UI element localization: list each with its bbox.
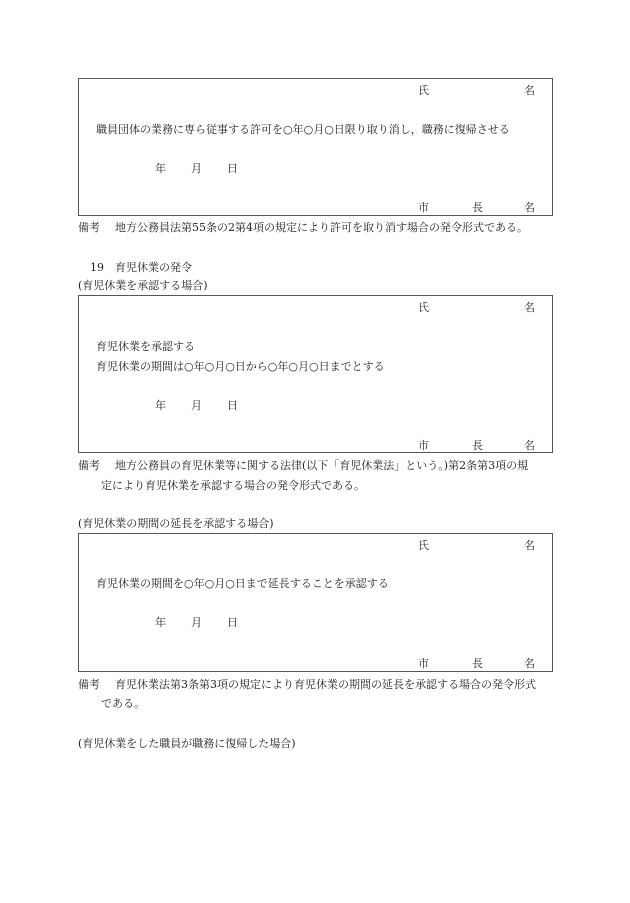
form1-sign-chief: 長 [472, 201, 483, 214]
form3-header-right: 名 [524, 539, 535, 552]
form2-date-year: 年 [155, 399, 166, 412]
form1-box [78, 78, 553, 216]
form1-date-day: 日 [227, 162, 238, 175]
form2-header-left: 氏 [418, 301, 429, 314]
form3-date-month: 月 [191, 616, 202, 629]
form2-note-line1: 地方公務員の育児休業等に関する法律(以下「育児休業法」という。)第2条第3項の規 [115, 459, 529, 472]
form2-header-right: 名 [524, 301, 535, 314]
form3-header-left: 氏 [418, 539, 429, 552]
form3-caption: (育児休業の期間の延長を承認する場合) [78, 517, 274, 530]
section19-heading: 19 育児休業の発令 [90, 261, 192, 274]
form2-sign-chief: 長 [472, 439, 483, 452]
form2-sign-name: 名 [524, 439, 535, 452]
form3-date-day: 日 [227, 616, 238, 629]
form3-note-line2: である。 [101, 697, 145, 710]
form3-box [78, 533, 553, 672]
form1-sign-city: 市 [418, 201, 429, 214]
form2-date-day: 日 [227, 399, 238, 412]
form2-date-month: 月 [191, 399, 202, 412]
form2-note-line2: 定により育児休業を承認する場合の発令形式である。 [101, 479, 365, 492]
form1-note-label: 備考 [78, 221, 100, 234]
form3-sign-chief: 長 [472, 657, 483, 670]
form1-note-text: 地方公務員法第55条の2第4項の規定により許可を取り消す場合の発令形式である。 [115, 221, 528, 234]
form2-line2: 育児休業の期間は○年○月○日から○年○月○日までとする [96, 360, 385, 373]
form1-body-text: 職員団体の業務に専ら従事する許可を○年○月○日限り取り消し，職務に復帰させる [96, 123, 510, 136]
form3-sign-name: 名 [524, 657, 535, 670]
form1-date-month: 月 [191, 162, 202, 175]
form2-line1: 育児休業を承認する [96, 340, 195, 353]
form3-note-line1: 育児休業法第3条第3項の規定により育児休業の期間の延長を承認する場合の発令形式 [115, 678, 536, 691]
form3-sign-city: 市 [418, 657, 429, 670]
form4-caption: (育児休業をした職員が職務に復帰した場合) [78, 737, 296, 750]
form3-note-label: 備考 [78, 678, 100, 691]
form2-note-label: 備考 [78, 459, 100, 472]
form2-box [78, 295, 553, 453]
form2-caption: (育児休業を承認する場合) [78, 279, 208, 292]
form1-header-left: 氏 [418, 84, 429, 97]
form3-date-year: 年 [155, 616, 166, 629]
form3-line1: 育児休業の期間を○年○月○日まで延長することを承認する [96, 577, 389, 590]
form2-sign-city: 市 [418, 439, 429, 452]
form1-sign-name: 名 [524, 201, 535, 214]
form1-header-right: 名 [524, 84, 535, 97]
form1-date-year: 年 [155, 162, 166, 175]
